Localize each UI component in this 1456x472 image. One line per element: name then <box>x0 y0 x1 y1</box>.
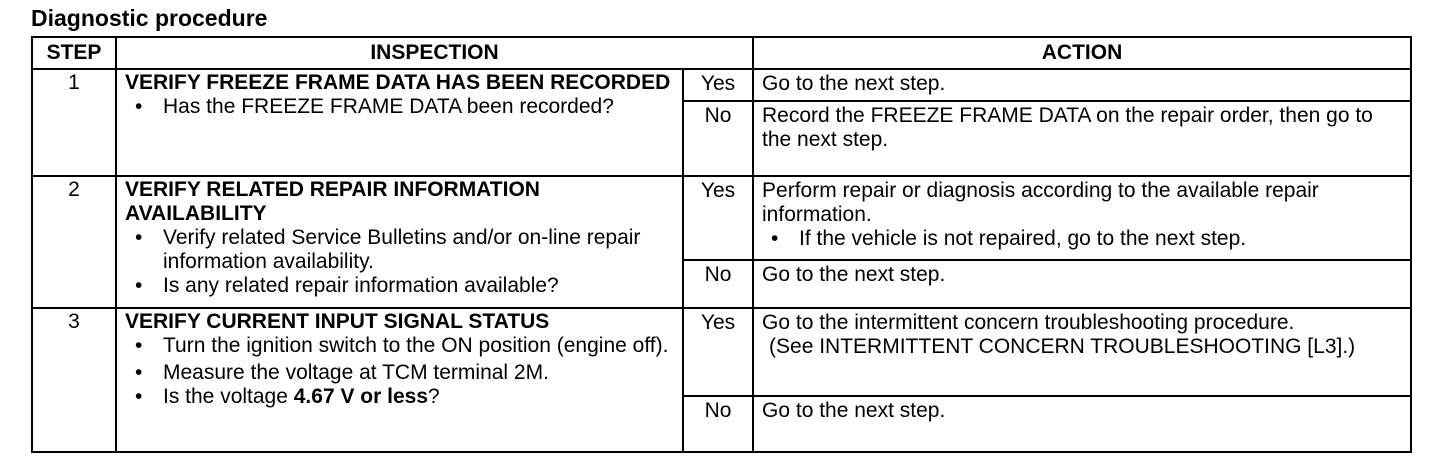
inspection-bullet <box>163 385 676 409</box>
header-step: STEP <box>32 37 116 69</box>
inspection-bullet: • Is any related repair information available? <box>163 274 676 298</box>
yes-action-text: Go to the intermittent concern troubleshooting procedure. <box>762 311 1295 334</box>
yes-action: Go to the next step. <box>753 69 1411 101</box>
action-bullet: • If the vehicle is not repaired, go to the next step. <box>799 227 1402 251</box>
inspection-cell <box>116 176 683 308</box>
yes-action <box>753 176 1411 260</box>
inspection-title: VERIFY CURRENT INPUT SIGNAL STATUS <box>125 310 550 333</box>
table-row <box>32 308 1411 396</box>
reference-text: INTERMITTENT CONCERN TROUBLESHOOTING [L3].) <box>819 335 1356 358</box>
yes-label: Yes <box>683 176 753 260</box>
no-label: No <box>683 260 753 308</box>
step-number: 2 <box>32 176 116 308</box>
inspection-bullets <box>125 334 676 409</box>
bullet-text-end: ? <box>428 385 440 408</box>
page-title: Diagnostic procedure <box>31 5 268 31</box>
table-row <box>32 69 1411 101</box>
yes-action <box>753 308 1411 396</box>
header-inspection: INSPECTION <box>116 37 753 69</box>
table-header-row <box>32 37 1411 69</box>
inspection-bullet: • Verify related Service Bulletins and/or on-line repair information availability. <box>163 226 676 274</box>
no-action: Go to the next step. <box>753 260 1411 308</box>
reference-open: (See <box>769 335 820 358</box>
bullet-text: Is the voltage <box>163 385 294 408</box>
no-action: Record the FREEZE FRAME DATA on the repair order, then go to the next step. <box>753 101 1411 176</box>
inspection-bullet: • Measure the voltage at TCM terminal 2M. <box>163 361 676 385</box>
action-bullets <box>762 227 1402 251</box>
header-action: ACTION <box>753 37 1411 69</box>
step-number: 1 <box>32 69 116 176</box>
no-action: Go to the next step. <box>753 396 1411 452</box>
inspection-title: VERIFY FREEZE FRAME DATA HAS BEEN RECORDED <box>125 71 671 94</box>
inspection-cell <box>116 69 683 176</box>
no-label: No <box>683 396 753 452</box>
no-label: No <box>683 101 753 176</box>
voltage-spec: 4.67 V or less <box>293 385 429 408</box>
table-row <box>32 176 1411 260</box>
inspection-title: VERIFY RELATED REPAIR INFORMATION AVAILABILITY <box>125 178 540 225</box>
step-number: 3 <box>32 308 116 452</box>
inspection-cell <box>116 308 683 452</box>
yes-label: Yes <box>683 308 753 396</box>
yes-action-text: Perform repair or diagnosis according to the available repair information. <box>762 179 1319 226</box>
inspection-bullet: • Has the FREEZE FRAME DATA been recorded? <box>163 95 676 119</box>
yes-action-reference <box>762 335 1402 359</box>
yes-label: Yes <box>683 69 753 101</box>
inspection-bullets <box>125 226 676 298</box>
diagnostic-procedure-table <box>31 36 1412 453</box>
inspection-bullets <box>125 95 676 119</box>
inspection-bullet: • Turn the ignition switch to the ON position (engine off). <box>163 334 676 358</box>
